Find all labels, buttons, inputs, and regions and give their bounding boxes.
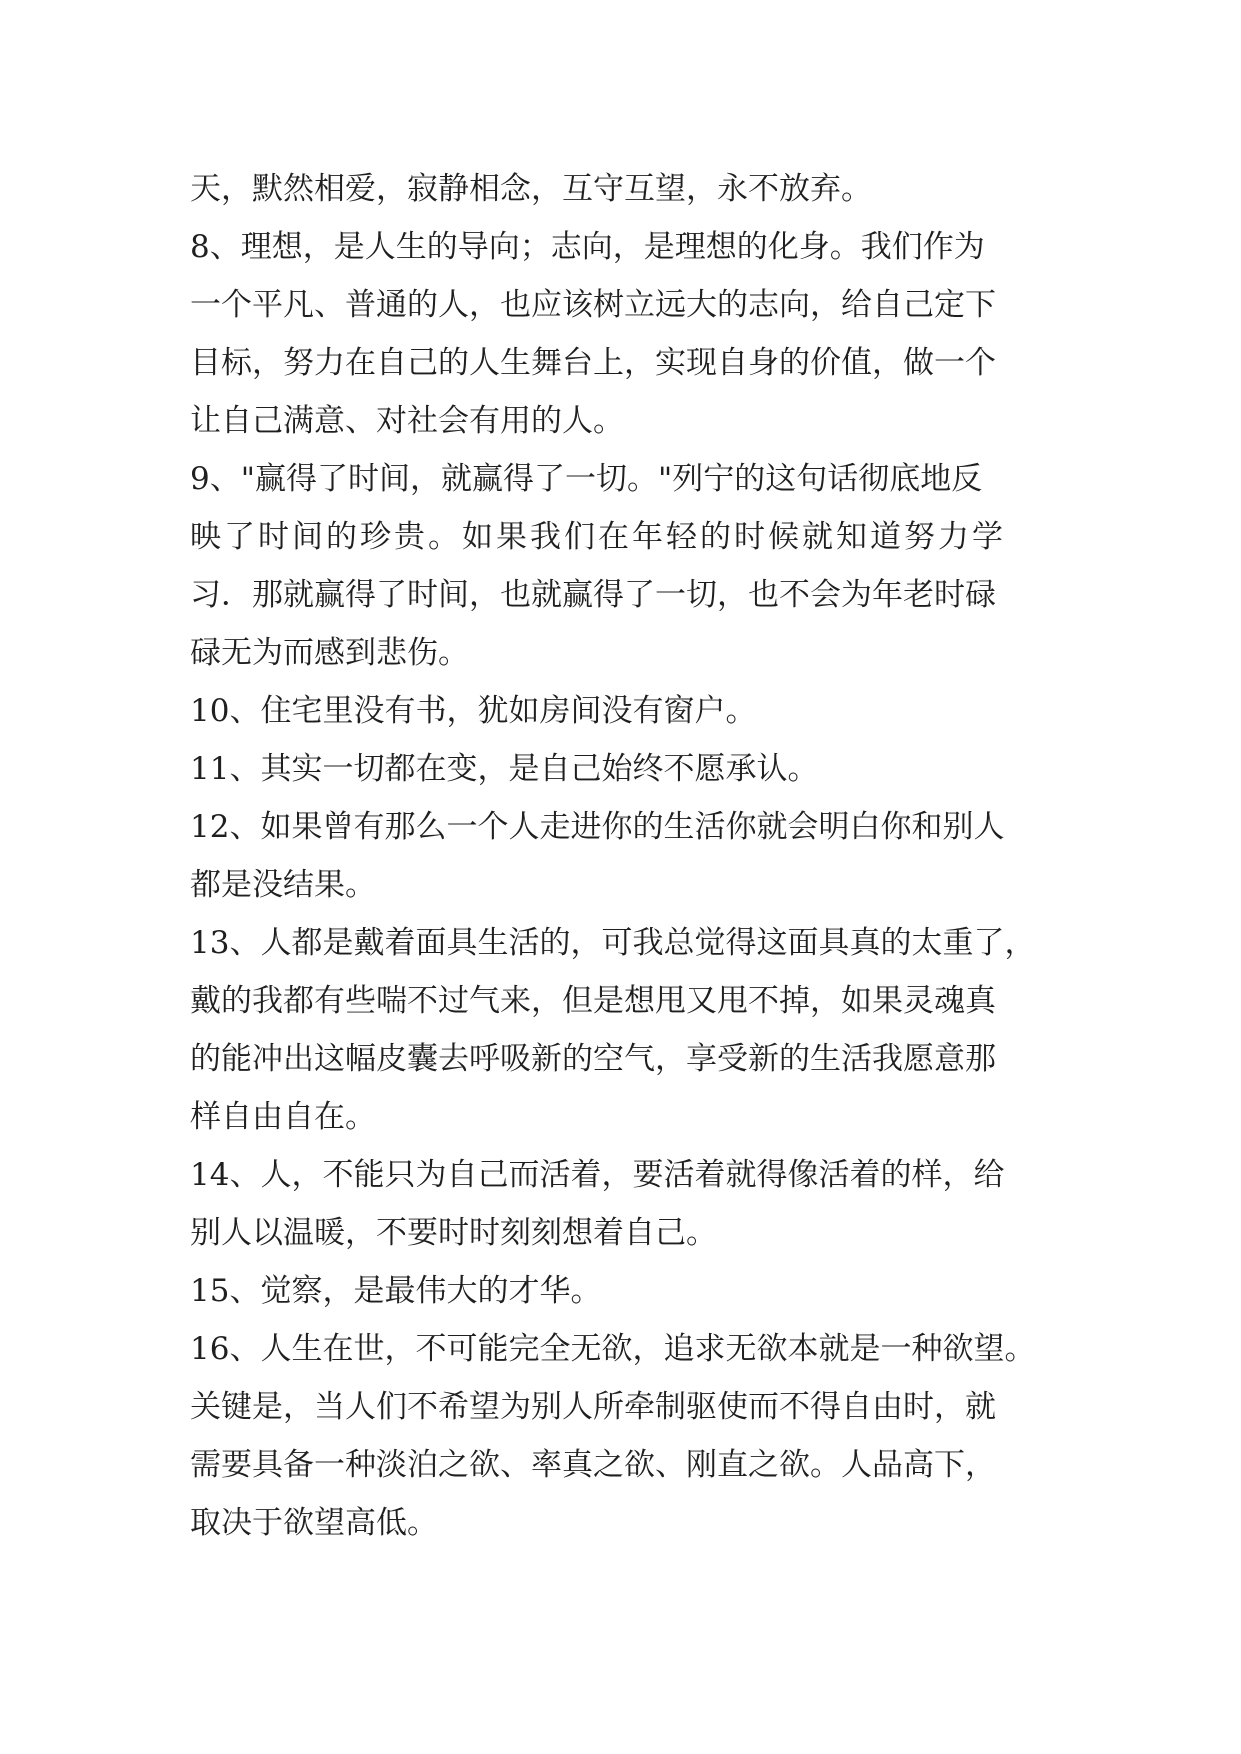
- text-line: 15、觉察，是最伟大的才华。: [190, 1273, 602, 1309]
- text-line: 让自己满意、对社会有用的人。: [190, 403, 624, 439]
- document-body: [190, 160, 1050, 1552]
- text-line: 关键是，当人们不希望为别人所牵制驱使而不得自由时，就: [190, 1389, 996, 1425]
- text-line: 样自由自在。: [190, 1099, 376, 1135]
- text-line: 14、人，不能只为自己而活着，要活着就得像活着的样，给: [190, 1157, 1005, 1193]
- text-line: 16、人生在世，不可能完全无欲，追求无欲本就是一种欲望。: [190, 1331, 1036, 1367]
- text-line: 11、其实一切都在变，是自己始终不愿承认。: [190, 751, 819, 787]
- text-line: 戴的我都有些喘不过气来，但是想甩又甩不掉，如果灵魂真: [190, 983, 996, 1019]
- text-line: 习．那就赢得了时间，也就赢得了一切，也不会为年老时碌: [190, 577, 996, 613]
- text-line: 12、如果曾有那么一个人走进你的生活你就会明白你和别人: [190, 809, 1005, 845]
- text-line: 的能冲出这幅皮囊去呼吸新的空气，享受新的生活我愿意那: [190, 1041, 996, 1077]
- text-line: 都是没结果。: [190, 867, 376, 903]
- text-line: 目标，努力在自己的人生舞台上，实现自身的价值，做一个: [190, 345, 996, 381]
- text-line: 9、"赢得了时间，就赢得了一切。"列宁的这句话彻底地反: [190, 461, 983, 497]
- text-line: 13、人都是戴着面具生活的，可我总觉得这面具真的太重了，: [190, 925, 1036, 961]
- text-line: 天，默然相爱，寂静相念，互守互望，永不放弃。: [190, 171, 872, 207]
- text-line: 取决于欲望高低。: [190, 1505, 438, 1541]
- text-line: 碌无为而感到悲伤。: [190, 635, 469, 671]
- text-line: 映了时间的珍贵。如果我们在年轻的时候就知道努力学: [190, 519, 1006, 555]
- text-line: 别人以温暖，不要时时刻刻想着自己。: [190, 1215, 717, 1251]
- text-line: 10、住宅里没有书，犹如房间没有窗户。: [190, 693, 757, 729]
- text-line: 8、理想，是人生的导向；志向，是理想的化身。我们作为: [190, 229, 985, 265]
- text-line: 一个平凡、普通的人，也应该树立远大的志向，给自己定下: [190, 287, 996, 323]
- text-line: 需要具备一种淡泊之欲、率真之欲、刚直之欲。人品高下，: [190, 1447, 996, 1483]
